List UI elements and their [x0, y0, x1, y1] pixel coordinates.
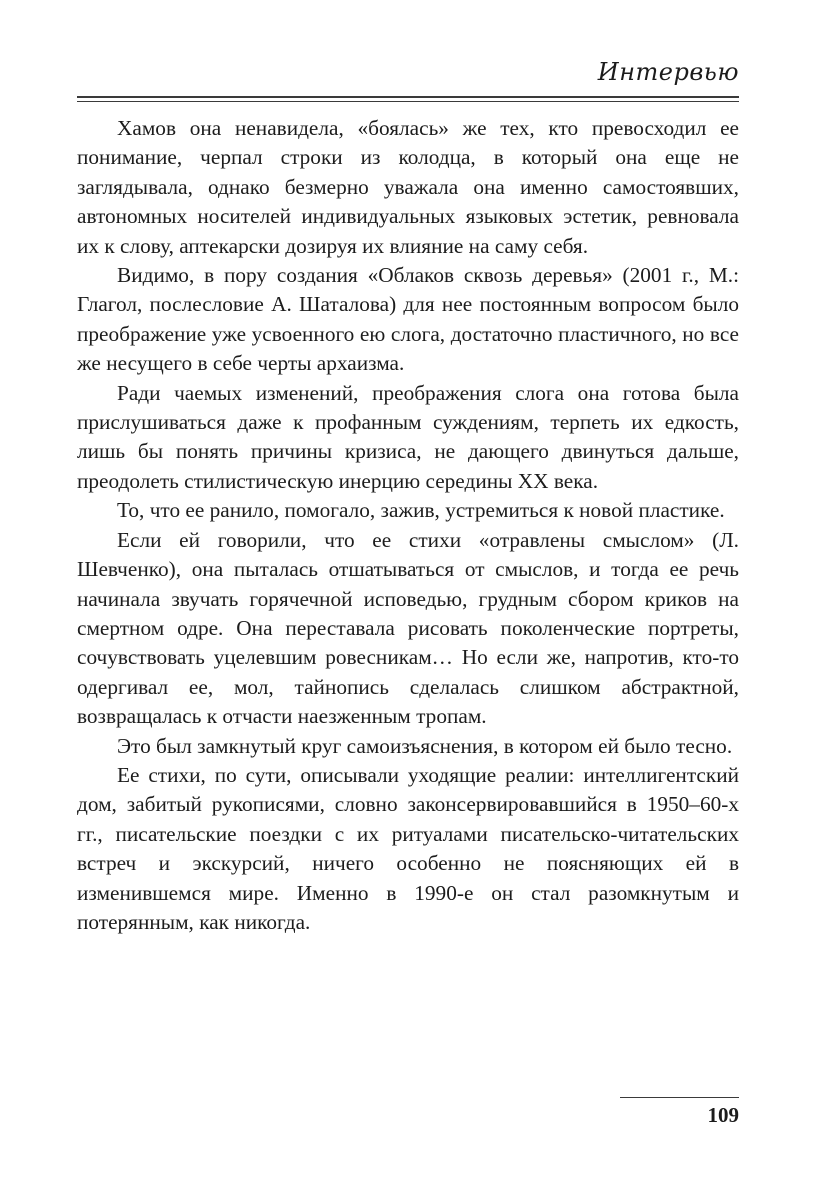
paragraph: Видимо, в пору создания «Облаков сквозь деревья» (2001 г., М.: Глагол, послесловие А. Шаталова) для нее постоянным вопросом было преображение уже усвоенного ею слога, достаточно пластичного, но все же несущего в себе черты архаизма. [77, 263, 739, 376]
paragraph: Ради чаемых изменений, преображения слога она готова была прислушиваться даже к профанным суждениям, терпеть их едкость, лишь бы понять причины кризиса, не дающего двинуться дальше, преодолеть стилистическую инерцию середины XX века. [77, 380, 739, 493]
paragraph: Хамов она ненавидела, «боялась» же тех, кто превосходил ее понимание, черпал строки из колодца, в который она еще не заглядывала, однако безмерно уважала она именно самостоявших, автономных носителей индивидуальных языковых эстетик, ревновала их к слову, аптекарски дозируя их влияние на саму себя. [77, 116, 739, 258]
paragraph: Это был замкнутый круг самоизъяснения, в котором ей было тесно. [117, 733, 733, 758]
running-head-title: Интервью [597, 58, 739, 86]
paragraph: Если ей говорили, что ее стихи «отравлены смыслом» (Л. Шевченко), она пыталась отшатываться от смыслов, и тогда ее речь начинала звучать горячечной исповедью, грудным сбором криков на смертном одре. Она переставала рисовать поколенческие портреты, сочувствовать уцелевшим ровесникам… Но если же, напротив, кто-то одергивал ее, мол, тайнопись сделалась слишком абстрактной, возвращалась к отчасти наезженным тропам. [77, 527, 739, 729]
footer-rule [620, 1097, 739, 1098]
header-rule [77, 96, 739, 98]
page-number: 109 [707, 1103, 739, 1127]
body-text [77, 114, 739, 937]
header-rule-thin [77, 101, 739, 102]
paragraph: Ее стихи, по сути, описывали уходящие реалии: интеллигентский дом, забитый рукописями, словно законсервировавшийся в 1950–60-х гг., писательские поездки с их ритуалами писательско-читательских встреч и экскурсий, ничего особенно не поясняющих ей в изменившемся мире. Именно в 1990-е он стал разомкнутым и потерянным, как никогда. [77, 762, 739, 934]
paragraph: То, что ее ранило, помогало, зажив, устремиться к новой пластике. [117, 498, 725, 523]
